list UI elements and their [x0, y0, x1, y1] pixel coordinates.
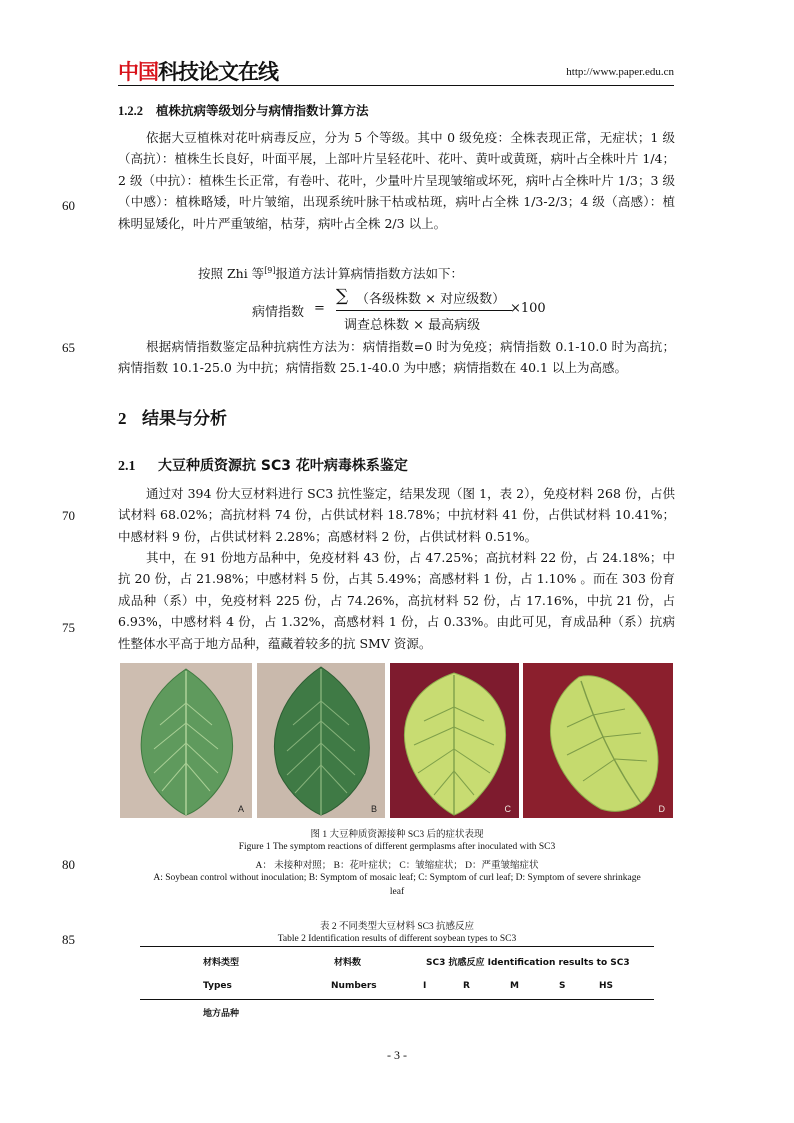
table-header-type-cn: 材料类型 [203, 958, 240, 968]
citation-ref[interactable]: [9] [264, 265, 276, 275]
page-header [118, 56, 674, 86]
section-1-2-2-paragraph: 依据大豆植株对花叶病毒反应，分为 5 个等级。其中 0 级免疫：全株表现正常，无症状；1 级（高抗）：植株生长良好，叶面平展，上部叶片呈轻花叶、花叶、黄叶或黄斑，病叶占全株叶片 1/4；2 级（中抗）：植株生长正常，有卷叶、花叶，少量叶片呈现皱缩或坏死，病叶占全株叶片 1/3；3 级（中感）：植株略矮，叶片皱缩，出现系统叶脉干枯或枯斑，病叶占全株 1/3-2/3；4 级（高感）：植株明显矮化，叶片严重皱缩，枯芽，病叶占全株 2/3 以上。 [118, 130, 675, 231]
section-2-1-paragraph2: 其中，在 91 份地方品种中，免疫材料 43 份，占 47.25%；高抗材料 22 份，占 24.18%；中抗 20 份，占 21.98%；中感材料 5 份，占其 5.49%；高感材料 1 份，占 1.10% 。而在 303 份育成品种（系）中，免疫材料 225 份，占 74.26%，高抗材料 52 份，占 17.16%，中抗 21 份，占 6.93%，中感材料 4 份，占 1.32%，高感材料 1 份，占 0.33%。由此可见，育成品种（系）抗病性整体水平高于地方品种，蕴藏着较多的抗 SMV 资源。 [118, 550, 675, 651]
figure-1-caption-cn: 图 1 大豆种质资源接种 SC3 后的症状表现 [310, 830, 484, 840]
line-number: 75 [62, 620, 75, 635]
figure-1 [118, 663, 674, 818]
figure-1-legend-en: A: Soybean control without inoculation; B: Symptom of mosaic leaf; C: Symptom of curl leaf; D: Symptom of severe shrinkage [153, 873, 641, 883]
table-header-rule [140, 999, 654, 1000]
header-url[interactable]: http://www.paper.edu.cn [566, 66, 674, 78]
line-number: 85 [62, 932, 75, 947]
table-2-caption-en: Table 2 Identification results of different soybean types to SC3 [277, 934, 517, 944]
sigma-symbol: ∑ [336, 286, 349, 306]
table-header-level-r: R [463, 981, 470, 991]
line-number: 80 [62, 857, 75, 872]
page-number: - 3 - [387, 1048, 407, 1062]
leaf-photo-c [390, 663, 519, 818]
leaf-photo-a [120, 663, 252, 818]
formula-numerator: （各级株数 × 对应级数） [356, 292, 506, 307]
section-2-1-paragraph1: 通过对 394 份大豆材料进行 SC3 抗性鉴定，结果发现（图 1，表 2），免疫材料 268 份，占供试材料 68.02%；高抗材料 74 份，占供试材料 18.78%；中抗材料 41 份，占供试材料 10.41%；中感材料 9 份，占供试材料 2.28%；高感材料 2 份，占供试材料 0.51%。 [118, 486, 675, 544]
leaf-photo-b [257, 663, 385, 818]
header-rule [118, 85, 674, 86]
table-row-label: 地方品种 [203, 1009, 240, 1019]
section-1-2-2-heading: 1.2.2 植株抗病等级划分与病情指数计算方法 [118, 103, 369, 118]
table-header-number-cn: 材料数 [334, 958, 362, 968]
leaf-photo-d [523, 663, 673, 818]
table-header-number-en: Numbers [331, 981, 377, 991]
figure-1-legend-cn: A： 未接种对照； B：花叶症状； C：皱缩症状； D：严重皱缩症状 [255, 861, 539, 871]
panel-label: D [658, 804, 665, 814]
line-number: 60 [62, 198, 75, 213]
panel-label: B [370, 804, 377, 814]
line-number: 65 [62, 340, 75, 355]
figure-1-legend-en-cont: leaf [389, 887, 405, 897]
formula-intro: 按照 Zhi 等[9]报道方法计算病情指数方法如下： [198, 265, 464, 281]
line-number: 70 [62, 508, 75, 523]
journal-logo: 中国科技论文在线 [118, 60, 278, 84]
table-2-caption-cn: 表 2 不同类型大豆材料 SC3 抗感反应 [319, 922, 475, 932]
section-1-2-2-paragraph2: 根据病情指数鉴定品种抗病性方法为：病情指数=0 时为免疫；病情指数 0.1-10.0 时为高抗；病情指数 10.1-25.0 为中抗；病情指数 25.1-40.0 为中感；病情指数在 40.1 以上为高感。 [118, 339, 675, 376]
section-2-heading: 2 结果与分析 [118, 409, 227, 429]
panel-label: C [504, 804, 511, 814]
disease-index-formula: 病情指数 = ∑ （各级株数 × 对应级数） 调查总株数 × 最高病级 ×100 [252, 286, 546, 333]
table-header-level-s: S [559, 981, 566, 991]
figure-1-caption-en: Figure 1 The symptom reactions of different germplasms after inoculated with SC3 [238, 842, 556, 852]
formula-denominator: 调查总株数 × 最高病级 [344, 318, 481, 333]
table-header-type-en: Types [203, 981, 232, 991]
fraction-line [336, 310, 512, 311]
table-header-level-m: M [510, 981, 519, 991]
table-header-level-hs: HS [599, 981, 614, 991]
table-header-level-i: I [423, 981, 427, 991]
section-2-1-heading: 2.1 大豆种质资源抗 SC3 花叶病毒株系鉴定 [118, 458, 408, 474]
table-header-reaction: SC3 抗感反应 Identification results to SC3 [426, 958, 630, 968]
panel-label: A [237, 804, 244, 814]
table-top-rule [140, 946, 654, 947]
